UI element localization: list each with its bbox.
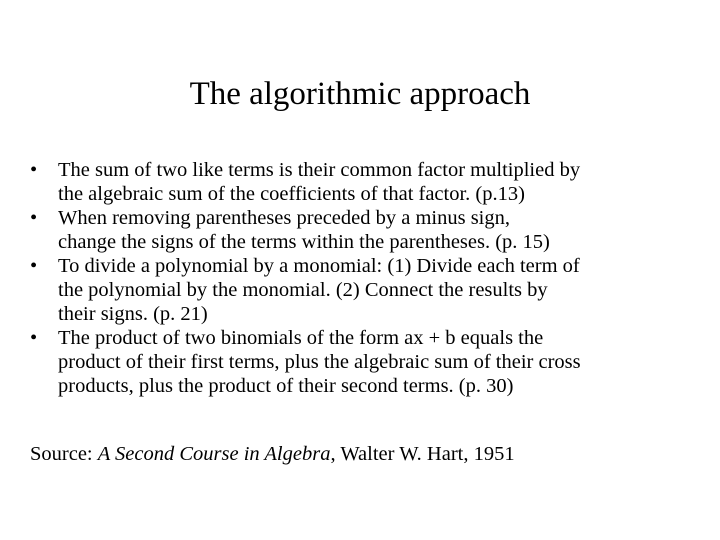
bullet-item-3 [30, 254, 698, 326]
source-author-year: , Walter W. Hart, 1951 [330, 443, 515, 465]
bullet-text-line: products, plus the product of their second terms. (p. 30) [58, 375, 514, 397]
slide-title: The algorithmic approach [189, 76, 531, 112]
bullet-text-line: To divide a polynomial by a monomial: (1) Divide each term of [58, 255, 580, 277]
bullet-item-2 [30, 206, 698, 254]
bullet-icon: • [30, 207, 38, 229]
source-citation [30, 442, 515, 466]
bullet-text-line: product of their first terms, plus the algebraic sum of their cross [58, 351, 581, 373]
bullet-icon: • [30, 159, 38, 181]
bullet-icon: • [30, 327, 38, 349]
bullet-icon: • [30, 255, 38, 277]
bullet-text-line: their signs. (p. 21) [58, 303, 208, 325]
bullet-text-line: The sum of two like terms is their common factor multiplied by [58, 159, 581, 181]
bullet-text-line: the algebraic sum of the coefficients of that factor. (p.13) [58, 183, 525, 205]
bullet-text-line: change the signs of the terms within the parentheses. (p. 15) [58, 231, 550, 253]
bullet-item-1 [30, 158, 698, 206]
bullet-text-line: the polynomial by the monomial. (2) Connect the results by [58, 279, 548, 301]
bullet-text-line: The product of two binomials of the form ax + b equals the [58, 327, 544, 349]
bullet-item-4 [30, 326, 698, 398]
bullet-text-line: When removing parentheses preceded by a minus sign, [58, 207, 511, 229]
source-label: Source: [30, 443, 98, 465]
book-title: A Second Course in Algebra [97, 443, 331, 465]
bullet-list [30, 158, 698, 398]
